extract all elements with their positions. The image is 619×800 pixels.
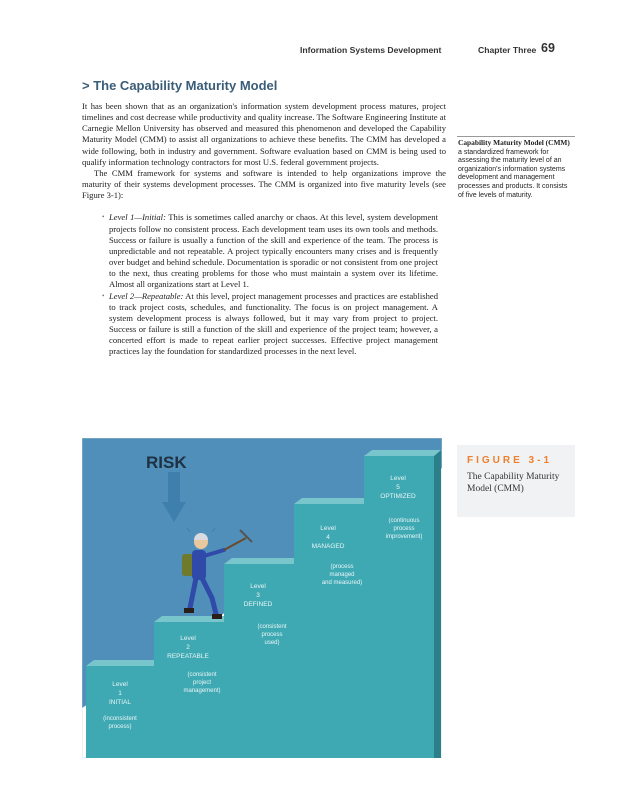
page-number: 69	[541, 41, 555, 55]
level-1-text: This is sometimes called anarchy or chaos. At this level, system development projects follow no consistent process. Each development team uses its own tools and methods. Success or failure is usually a function of the skill and experience of the team. The process is unpredictable and not repeatable. A project typically encounters many crises and is frequently over budget and behind schedule. Documentation is sporadic or not consistent from one project to the next, thus creating problems for those who must maintain a system over its lifetime. Almost all organizations start at Level 1.	[109, 212, 438, 290]
bullet-icon: •	[102, 291, 105, 300]
step-level-2	[154, 616, 236, 758]
step-1-name: INITIAL	[108, 699, 132, 706]
step-level-4	[294, 498, 376, 758]
running-head-chapter: Chapter Three	[478, 45, 537, 55]
step-2-desc-line2: project	[192, 680, 212, 686]
step-5-desc-line2: process	[393, 526, 415, 532]
figure-caption: The Capability Maturity Model (CMM)	[467, 472, 560, 494]
step-5-name: OPTIMIZED	[380, 493, 416, 500]
step-2-desc-line3: management)	[183, 688, 221, 694]
paragraph-framework: The CMM framework for systems and software is intended to help organizations improve the maturity of their systems development processes. The CMM is organized into five maturity levels (see Figure 3-1):	[82, 167, 446, 201]
step-1-number: 1	[118, 690, 122, 697]
body-text	[82, 101, 446, 357]
step-2-name: REPEATABLE	[167, 653, 209, 660]
step-5-number: 5	[396, 484, 400, 491]
step-level-3	[224, 558, 306, 758]
definition-term: Capability Maturity Model (CMM)	[458, 138, 570, 147]
step-1-level: Level	[112, 681, 128, 688]
margin-definition	[458, 139, 574, 200]
figure-label: FIGURE 3-1	[467, 455, 553, 466]
margin-divider	[457, 136, 575, 137]
cmm-figure	[82, 438, 442, 758]
risk-label: RISK	[146, 453, 187, 472]
paragraph-intro: It has been shown that as an organization's information system development process matures, project timelines and cost decrease while productivity and quality increase. The Software Engineering Institute at Carnegie Mellon University has observed and measured this phenomenon and developed the Capability Maturity Model (CMM) to assist all organizations to achieve these benefits. The CMM has developed a wide following, both in industry and government. Software evaluation based on CMM is being used to qualify information technology contractors for most U.S. federal government projects.	[82, 101, 446, 167]
step-2-level: Level	[180, 635, 196, 642]
list-item-level-2	[82, 291, 446, 358]
step-3-desc-line1: (consistent	[257, 624, 287, 630]
step-2-number: 2	[186, 644, 190, 651]
step-3-desc-line3: used)	[264, 640, 280, 646]
step-1-desc-line2: process)	[108, 724, 132, 730]
level-2-text: At this level, project management processes and practices are established to track project costs, schedules, and functionality. The focus is on project management. A system development process is always followed, but it may vary from project to project. Success or failure is still a function of the skill and experience of the project team; however, a concerted effort is made to repeat earlier project successes. Effective project management practices lay the foundation for standardized processes in the next level.	[109, 290, 438, 357]
step-4-desc-line3: and measured)	[321, 580, 363, 586]
bullet-icon: •	[102, 213, 105, 222]
step-3-name: DEFINED	[243, 601, 273, 608]
step-4-desc-line2: managed	[329, 572, 355, 578]
step-4-name: MANAGED	[311, 543, 345, 550]
step-4-desc-line1: (process	[330, 564, 354, 570]
definition-text: a standardized framework for assessing the maturity level of an organization's information systems development and management processes and products. It consists of five levels of maturity.	[458, 148, 568, 199]
step-5-desc-line1: (continuous	[388, 518, 420, 524]
list-item-level-1	[82, 212, 446, 290]
section-title: > The Capability Maturity Model	[82, 78, 278, 93]
step-3-level: Level	[250, 583, 266, 590]
step-level-5	[364, 450, 441, 758]
step-3-number: 3	[256, 592, 260, 599]
step-1-desc-line1: (inconsistent	[103, 716, 137, 722]
page-header	[0, 38, 619, 58]
step-4-number: 4	[326, 534, 330, 541]
cmm-staircase-illustration	[82, 438, 442, 758]
step-5-level: Level	[390, 475, 406, 482]
step-5-desc-line3: improvement)	[385, 534, 423, 540]
level-2-title: Level 2—Repeatable:	[109, 290, 184, 301]
level-1-title: Level 1—Initial:	[109, 212, 166, 223]
step-2-desc-line1: (consistent	[187, 672, 217, 678]
step-3-desc-line2: process	[261, 632, 283, 638]
running-head-section: Information Systems Development	[300, 45, 442, 55]
step-4-level: Level	[320, 525, 336, 532]
